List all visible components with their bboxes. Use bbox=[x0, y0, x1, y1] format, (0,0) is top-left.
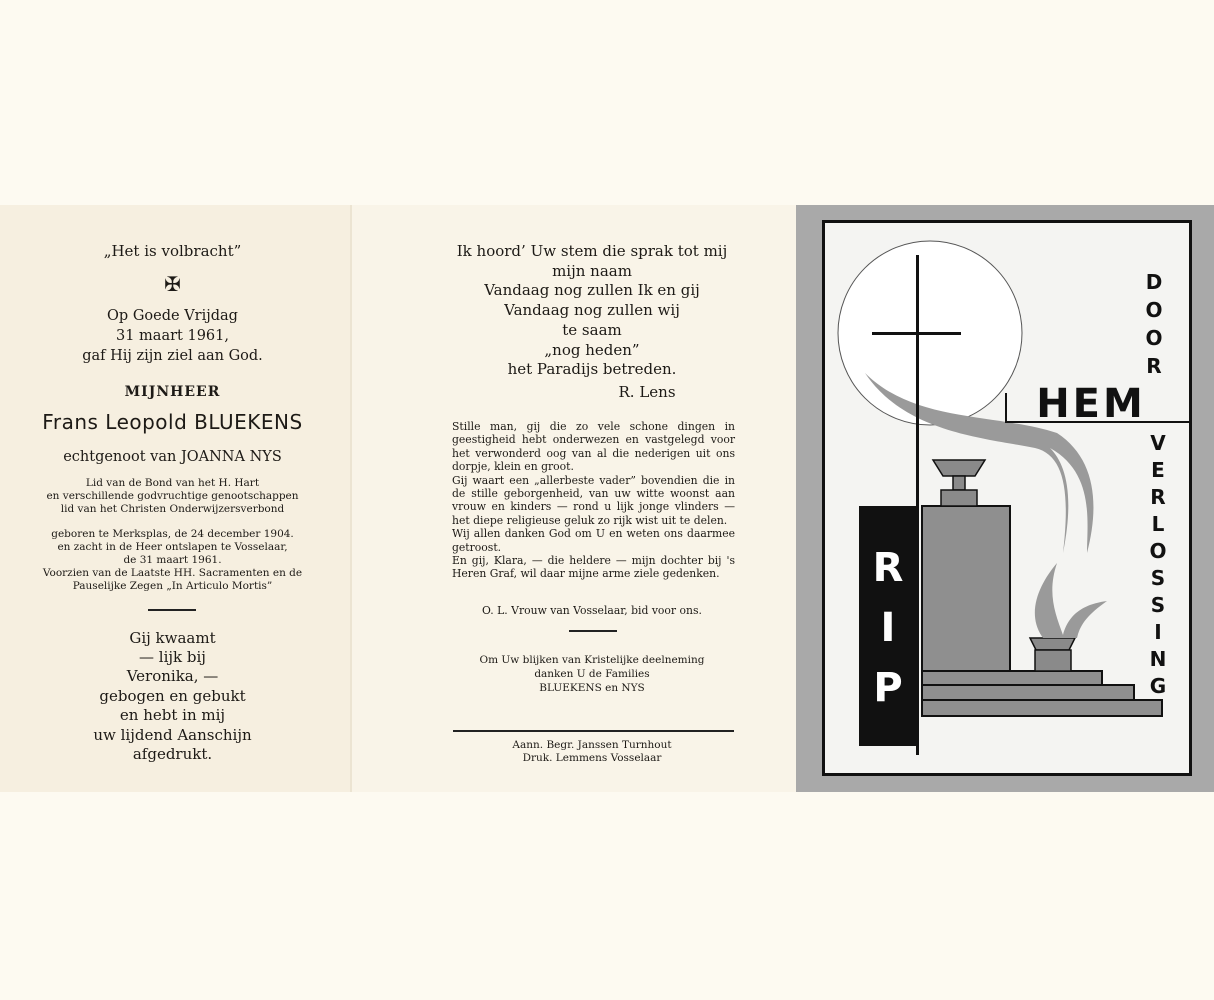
verlossing-letter-10: G bbox=[1149, 674, 1167, 698]
verse-line-2: mijn naam bbox=[552, 262, 632, 280]
verse-line-1: Ik hoord’ Uw stem die sprak tot mij bbox=[456, 242, 728, 260]
verse-author: R. Lens bbox=[618, 383, 676, 401]
step-3 bbox=[922, 700, 1162, 716]
life-line-2: en zacht in de Heer ontslapen te Vosselaar, bbox=[57, 541, 288, 553]
poem-line-2: — lijk bij bbox=[139, 648, 206, 666]
verse-line-5: te saam bbox=[562, 321, 622, 339]
thanks-line-2: danken U de Families bbox=[534, 668, 650, 680]
death-date-line-3: gaf Hij zijn ziel aan God. bbox=[82, 348, 263, 364]
tribute-paragraph-2: Gij waart een „allerbeste vader” bovendien die in de stille geborgenheid, van uw witte woonst aan vrouw en kinders — rond u lijk jonge vlinders — het diepe religieuse geluk zo rijk wist uit te delen. bbox=[452, 473, 735, 527]
verlossing-letter-7: S bbox=[1150, 593, 1166, 617]
verse-line-7: het Paradijs betreden. bbox=[507, 360, 677, 378]
poem-line-3: Veronika, — bbox=[126, 667, 219, 685]
altar-block bbox=[922, 506, 1010, 671]
membership-line-2: en verschillende godvruchtige genootschappen bbox=[46, 490, 299, 502]
life-line-5: Pauselijke Zegen „In Articulo Mortis” bbox=[72, 580, 273, 592]
step-1 bbox=[922, 671, 1102, 685]
cover-frame bbox=[822, 220, 1192, 776]
opening-quote: „Het is volbracht” bbox=[103, 242, 242, 260]
divider bbox=[148, 609, 196, 611]
rip-letter-p: P bbox=[873, 665, 903, 711]
brazier-bowl bbox=[1030, 638, 1075, 650]
door-letter-4: R bbox=[1146, 354, 1162, 378]
hem-word: HEM bbox=[1036, 381, 1146, 427]
deceased-name: Frans Leopold BLUEKENS bbox=[42, 410, 303, 434]
cover-artwork bbox=[825, 223, 1189, 773]
cross-horizontal bbox=[872, 332, 961, 335]
spouse-line: echtgenoot van JOANNA NYS bbox=[63, 449, 282, 465]
poem-line-6: uw lijdend Aanschijn bbox=[93, 726, 252, 744]
poem-line-4: gebogen en gebukt bbox=[99, 687, 246, 705]
chalice-bowl bbox=[933, 460, 985, 476]
hem-rule-tick bbox=[1005, 393, 1007, 423]
chalice-stem bbox=[953, 476, 965, 490]
printer-line-2: Druk. Lemmens Vosselaar bbox=[522, 752, 662, 764]
step-2 bbox=[922, 685, 1134, 700]
death-date-line-1: Op Goede Vrijdag bbox=[107, 308, 238, 324]
verlossing-letter-9: N bbox=[1149, 647, 1167, 671]
verlossing-letter-8: I bbox=[1154, 620, 1162, 644]
verse-line-6: „nog heden” bbox=[544, 341, 640, 359]
verlossing-letter-5: O bbox=[1149, 539, 1167, 563]
door-letter-2: O bbox=[1145, 298, 1163, 322]
life-line-4: Voorzien van de Laatste HH. Sacramenten en de bbox=[42, 567, 303, 579]
door-letter-3: O bbox=[1145, 326, 1163, 350]
verlossing-letter-6: S bbox=[1150, 566, 1166, 590]
membership-line-3: lid van het Christen Onderwijzersverbond bbox=[60, 503, 285, 515]
bottom-rule bbox=[453, 730, 734, 732]
life-line-1: geboren te Merksplas, de 24 december 1904. bbox=[51, 528, 294, 540]
cross-icon: ✠ bbox=[164, 272, 181, 296]
verlossing-letter-1: V bbox=[1150, 431, 1166, 455]
middle-bottom bbox=[442, 0, 742, 1000]
title-mijnheer: MIJNHEER bbox=[124, 384, 221, 400]
verlossing-letter-3: R bbox=[1150, 485, 1166, 509]
middle-divider bbox=[569, 630, 617, 632]
membership-line-1: Lid van de Bond van het H. Hart bbox=[85, 477, 260, 489]
left-text bbox=[0, 0, 345, 1000]
poem-line-1: Gij kwaamt bbox=[129, 629, 216, 647]
verlossing-letter-4: L bbox=[1151, 512, 1165, 536]
prayer-line: O. L. Vrouw van Vosselaar, bid voor ons. bbox=[482, 604, 702, 617]
brazier-flame bbox=[1035, 563, 1107, 638]
printer-line-1: Aann. Begr. Janssen Turnhout bbox=[512, 739, 672, 751]
thanks-line-1: Om Uw blijken van Kristelijke deelneming bbox=[479, 654, 705, 666]
life-line-3: de 31 maart 1961. bbox=[123, 554, 222, 566]
tribute-paragraph-3: Wij allen danken God om U en weten ons daarmee getroost. bbox=[452, 527, 735, 554]
tribute-paragraph-1: Stille man, gij die zo vele schone dingen in geestigheid hebt onderwezen en vastgelegd voor het verwonderd oog van al die nederigen uit ons dorpje, klein en groot. bbox=[452, 420, 735, 474]
rip-letter-i: I bbox=[880, 605, 896, 651]
poem-line-5: en hebt in mij bbox=[119, 706, 226, 724]
chalice-base bbox=[941, 490, 977, 506]
brazier-base bbox=[1035, 650, 1071, 671]
door-letter-1: D bbox=[1145, 270, 1163, 294]
death-date-line-2: 31 maart 1961, bbox=[116, 328, 229, 344]
thanks-line-3: BLUEKENS en NYS bbox=[539, 682, 645, 694]
fold-line bbox=[350, 205, 352, 792]
verlossing-letter-2: E bbox=[1151, 458, 1165, 482]
tribute-paragraph-4: En gij, Klara, — die heldere — mijn dochter bij 's Heren Graf, wil daar mijne arme ziele gedenken. bbox=[452, 554, 735, 581]
rip-letter-r: R bbox=[872, 545, 904, 591]
poem-line-7: afgedrukt. bbox=[132, 745, 213, 763]
verse-line-3: Vandaag nog zullen Ik en gij bbox=[484, 281, 700, 299]
verse-line-4: Vandaag nog zullen wij bbox=[504, 301, 680, 319]
